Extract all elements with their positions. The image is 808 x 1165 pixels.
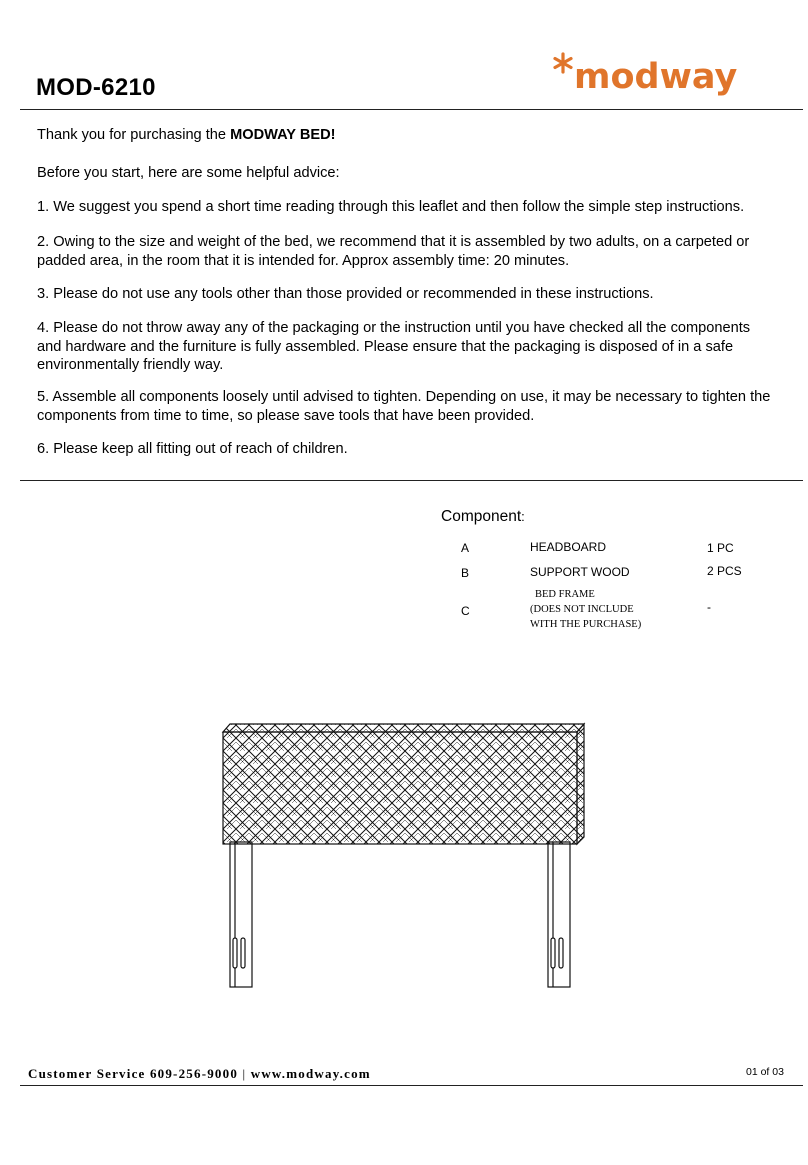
component-c-qty: - [707, 600, 711, 614]
footer-divider [20, 1085, 803, 1086]
component-a-letter: A [461, 541, 470, 555]
component-b-name: SUPPORT WOOD [530, 565, 630, 579]
tip-3: 3. Please do not use any tools other than those provided or recommended in these instructions. [37, 286, 654, 302]
component-title-colon: : [521, 509, 525, 524]
header-divider [20, 109, 803, 110]
component-title [441, 508, 525, 526]
tip-5: 5. Assemble all components loosely until advised to tighten. Depending on use, it may be necessary to tighten the components from time to time, so please save tools that have been provided. [37, 389, 771, 424]
customer-service-text: Customer Service 609-256-9000 [28, 1066, 239, 1081]
component-b-letter: B [461, 566, 470, 580]
model-number: MOD-6210 [36, 74, 156, 101]
website-link[interactable]: www.modway.com [250, 1066, 371, 1081]
thanks-prefix: Thank you for purchasing the [37, 127, 227, 143]
headboard-illustration [210, 712, 600, 997]
logo-star-icon [555, 54, 571, 72]
component-c-name-line: (DOES NOT INCLUDE [530, 604, 634, 615]
thanks-line [37, 126, 777, 145]
component-b-qty: 2 PCS [707, 564, 742, 578]
headboard-panel [223, 724, 584, 844]
advice-heading: Before you start, here are some helpful advice: [37, 165, 340, 181]
modway-logo [550, 50, 760, 110]
page-number: 01 of 03 [746, 1066, 784, 1078]
component-title-text: Component [441, 508, 522, 525]
logo-wordmark: modway [574, 57, 738, 97]
component-c-name [530, 587, 641, 632]
tip-1: 1. We suggest you spend a short time reading through this leaflet and then follow the simple step instructions. [37, 199, 745, 215]
component-a-name: HEADBOARD [530, 540, 607, 554]
tip-6: 6. Please keep all fitting out of reach of children. [37, 441, 348, 457]
component-c-letter: C [461, 604, 470, 618]
tip-4: 4. Please do not throw away any of the packaging or the instruction until you have checked all the components and hardware and the furniture is fully assembled. Please ensure that the packaging is disposed of in a safe environmentally friendly way. [37, 320, 751, 373]
support-leg-left [230, 842, 252, 987]
component-c-name-line: WITH THE PURCHASE) [530, 619, 642, 630]
component-a-qty: 1 PC [707, 541, 734, 555]
footer-separator: | [242, 1066, 247, 1081]
support-leg-right [548, 842, 570, 987]
component-c-name-line: BED FRAME [535, 589, 595, 600]
footer-contact [28, 1066, 371, 1082]
tip-2: 2. Owing to the size and weight of the bed, we recommend that it is assembled by two adults, on a carpeted or padded area, in the room that it is intended for. Approx assembly time: 20 minutes. [37, 234, 750, 269]
section-divider [20, 480, 803, 481]
product-name: MODWAY BED! [230, 127, 336, 143]
